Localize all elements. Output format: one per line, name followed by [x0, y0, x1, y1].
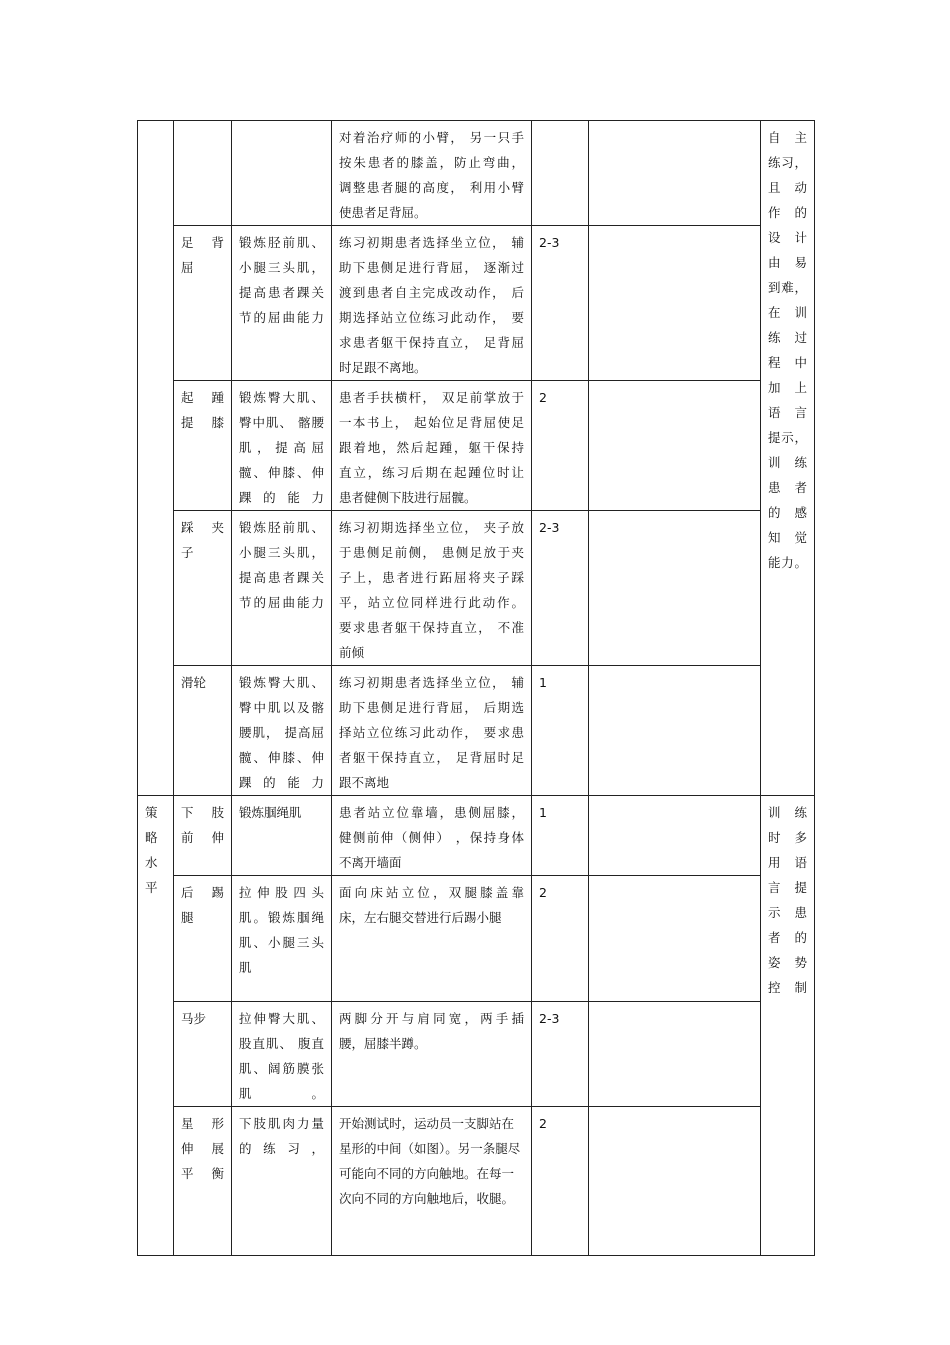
exercise-purpose: 拉伸股四头肌。锻炼腘绳肌、小腿三头肌 [232, 876, 332, 1002]
exercise-remark [589, 226, 761, 381]
exercise-sets: 2-3 [532, 1002, 589, 1107]
exercise-name: 踩 夹 子 [174, 511, 232, 666]
exercise-name: 足 背 屈 [174, 226, 232, 381]
exercise-purpose: 下肢肌肉力量的练习， [232, 1107, 332, 1256]
table-row [138, 381, 815, 511]
exercise-sets [532, 121, 589, 226]
exercise-remark [589, 511, 761, 666]
exercise-sets: 1 [532, 666, 589, 796]
exercise-remark [589, 666, 761, 796]
level-cell: 策 略 水 平 [138, 796, 174, 1256]
exercise-remark [589, 796, 761, 876]
exercise-name: 起 踵 提膝 [174, 381, 232, 511]
exercise-sets: 2-3 [532, 511, 589, 666]
note-cell-a: 自 主 练习，且 动 作 的 设 计 由 易 到难，在 训 练 过 程 中 加 上 语 言 提示，训 练 患 者 的 感 知 觉 能力。 [761, 121, 815, 796]
exercise-purpose: 拉伸臀大肌、股直肌、 腹直肌、阔筋膜张肌。 [232, 1002, 332, 1107]
exercise-method: 患者手扶横杆， 双足前掌放于 一本书上， 起始位足背屈使足 跟着地，然后起踵，躯干保持 直立，练习后期在起踵位时让 患者健侧下肢进行屈髋。 [332, 381, 532, 511]
exercise-remark [589, 1107, 761, 1256]
exercise-method: 练习初期患者选择坐立位， 辅 助下患侧足进行背屈， 后期选 择站立位练习此动作， 要求患 者躯干保持直立， 足背屈时足 跟不离地 [332, 666, 532, 796]
note-cell-b: 训 练 时 多 用 语 言 提 示 患 者 的 姿 势 控制 [761, 796, 815, 1256]
table-row [138, 1107, 815, 1256]
exercise-sets: 2 [532, 381, 589, 511]
training-table [137, 120, 815, 1256]
exercise-name: 滑轮 [174, 666, 232, 796]
exercise-sets: 2 [532, 1107, 589, 1256]
exercise-purpose: 锻炼胫前肌、小腿三头肌，提高患者踝关节的屈曲能力 [232, 511, 332, 666]
table-row [138, 511, 815, 666]
exercise-method: 练习初期选择坐立位， 夹子放 于患侧足前侧， 患侧足放于夹 子上，患者进行跖屈将夹子踩 平，站立位同样进行此动作。 要求患者躯干保持直立， 不准 前倾 [332, 511, 532, 666]
exercise-name: 下 肢 前伸 [174, 796, 232, 876]
exercise-method: 对着治疗师的小臂， 另一只手 按朱患者的膝盖，防止弯曲， 调整患者腿的高度， 利用小臂 使患者足背屈。 [332, 121, 532, 226]
table-row [138, 121, 815, 226]
exercise-purpose: 锻炼腘绳肌 [232, 796, 332, 876]
table-row [138, 1002, 815, 1107]
level-cell-empty [138, 121, 174, 796]
exercise-name: 后 踢 腿 [174, 876, 232, 1002]
exercise-name: 星 形 伸 展 平衡 [174, 1107, 232, 1256]
table-row [138, 796, 815, 876]
exercise-purpose: 锻炼胫前肌、小腿三头肌，提高患者踝关节的屈曲能力 [232, 226, 332, 381]
table-row [138, 666, 815, 796]
exercise-purpose: 锻炼臀大肌、臀中肌以及髂腰肌， 提高屈髋、伸膝、伸踝的能力 [232, 666, 332, 796]
exercise-remark [589, 876, 761, 1002]
exercise-name [174, 121, 232, 226]
exercise-sets: 2 [532, 876, 589, 1002]
table-row [138, 226, 815, 381]
exercise-method: 患者站立位靠墙，患侧屈膝， 健侧前伸（侧伸） ，保持身体 不离开墙面 [332, 796, 532, 876]
exercise-remark [589, 381, 761, 511]
exercise-remark [589, 1002, 761, 1107]
exercise-remark [589, 121, 761, 226]
table-row [138, 876, 815, 1002]
exercise-purpose: 锻炼臀大肌、臀中肌、 髂腰肌，提高屈髋、伸膝、伸踝的能力 [232, 381, 332, 511]
exercise-method: 两脚分开与肩同宽，两手插 腰，屈膝半蹲。 [332, 1002, 532, 1107]
exercise-method: 练习初期患者选择坐立位， 辅 助下患侧足进行背屈， 逐渐过 渡到患者自主完成改动作， 后 期选择站立位练习此动作， 要 求患者躯干保持直立， 足背屈 时足跟不离地。 [332, 226, 532, 381]
exercise-sets: 1 [532, 796, 589, 876]
exercise-name: 马步 [174, 1002, 232, 1107]
exercise-method: 面向床站立位，双腿膝盖靠 床，左右腿交替进行后踢小腿 [332, 876, 532, 1002]
exercise-purpose [232, 121, 332, 226]
exercise-sets: 2-3 [532, 226, 589, 381]
exercise-method: 开始测试时，运动员一支脚站在星形的中间（如图）。另一条腿尽可能向不同的方向触地。在每一次向不同的方向触地后，收腿。 [332, 1107, 532, 1256]
